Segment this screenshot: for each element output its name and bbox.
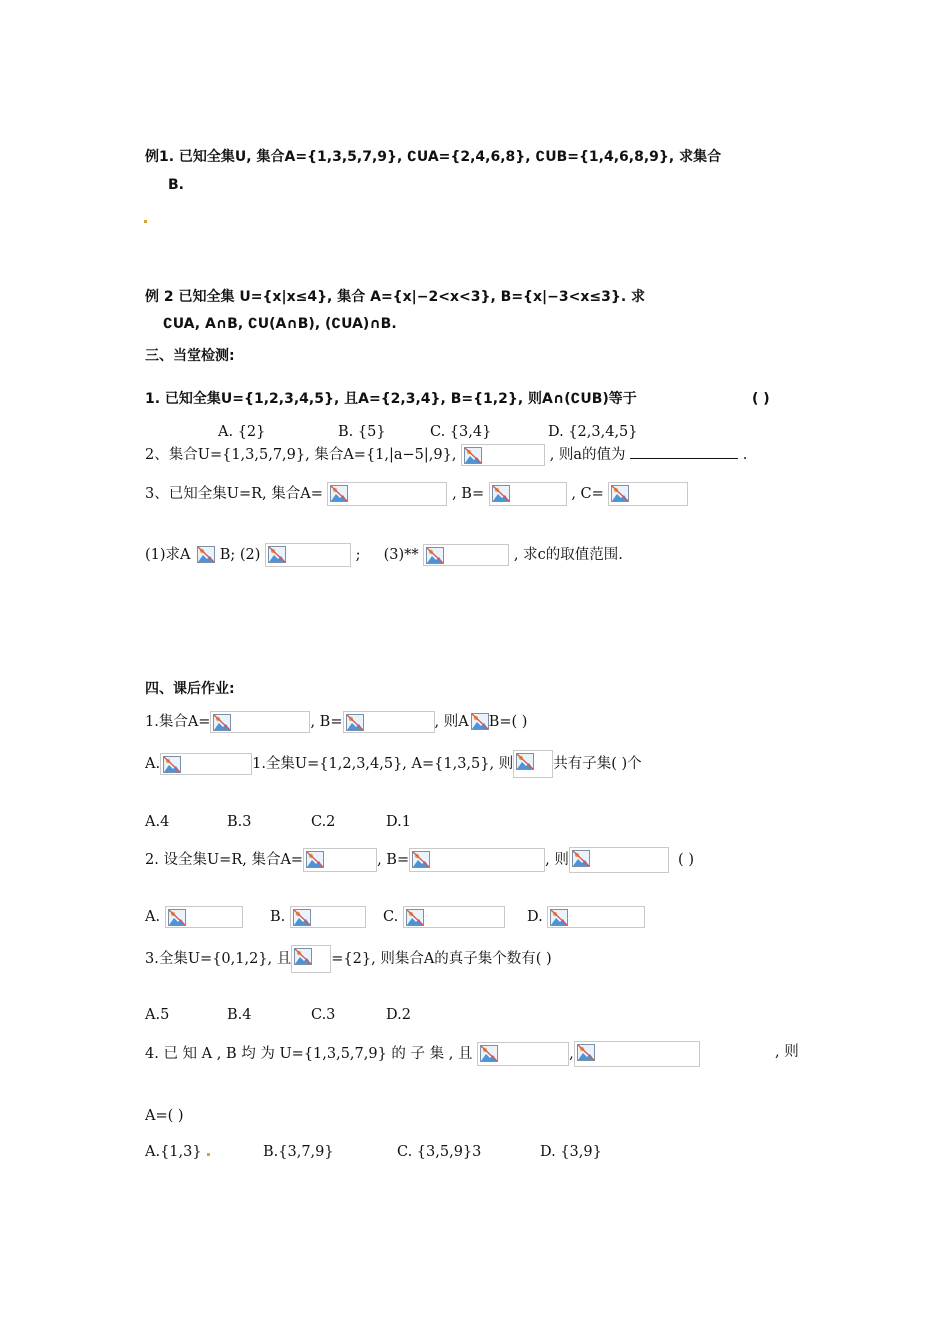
broken-image-icon (403, 906, 505, 928)
example-1-line2: B. (168, 177, 184, 193)
section-4-title: 四、课后作业: (145, 681, 235, 697)
homework-3-option-d: D.2 (386, 1007, 411, 1023)
broken-image-icon (195, 544, 215, 566)
homework-2-option-d: D. (527, 906, 645, 928)
homework-1-b: A. 1.全集U={1,2,3,4,5}, A={1,3,5}, 则 共有子集( )个 (145, 750, 642, 778)
broken-image-icon (423, 544, 509, 566)
homework-3-option-a: A.5 (145, 1007, 170, 1023)
question-1-option-a: A. {2} (218, 424, 266, 440)
broken-image-icon (165, 906, 243, 928)
broken-image-icon (265, 543, 351, 567)
question-1-paren: ( ) (752, 391, 770, 407)
broken-image-icon (489, 482, 567, 506)
broken-image-icon (210, 711, 310, 733)
broken-image-icon (291, 945, 331, 973)
broken-image-icon (469, 711, 489, 733)
example-1-line1: 例1. 已知全集U, 集合A={1,3,5,7,9}, ∁UA={2,4,6,8}, ∁UB={1,4,6,8,9}, 求集合 (145, 149, 722, 165)
broken-image-icon (290, 906, 366, 928)
example-2-line2: ∁UA, A∩B, ∁U(A∩B), (∁UA)∩B. (163, 316, 397, 332)
question-1-option-c: C. {3,4} (430, 424, 492, 440)
question-3: 3、已知全集U=R, 集合A= , B= , C= (145, 482, 688, 506)
broken-image-icon (574, 1041, 700, 1067)
question-1-stem: 1. 已知全集U={1,2,3,4,5}, 且A={2,3,4}, B={1,2}, 则A∩(∁UB)等于 (145, 391, 637, 407)
homework-4-then: , 则 (775, 1044, 799, 1060)
section-3-title: 三、当堂检测: (145, 348, 235, 364)
homework-1-option-c: C.2 (311, 814, 336, 830)
broken-image-icon (461, 444, 545, 466)
homework-1: 1.集合A= , B= , 则A B=( ) (145, 711, 527, 733)
homework-4-option-a: A.{1,3} (145, 1141, 211, 1163)
question-3-subparts: (1)求A B; (2) ; (3)** , 求c的取值范围. (145, 543, 623, 567)
homework-1-option-d: D.1 (386, 814, 411, 830)
homework-2-option-b: B. (270, 906, 366, 928)
homework-4: 4. 已 知 A , B 均 为 U={1,3,5,7,9} 的 子 集 , 且 , (145, 1041, 700, 1067)
broken-image-icon (409, 848, 545, 872)
artifact-dot (144, 220, 147, 223)
broken-image-icon (343, 711, 435, 733)
broken-image-icon (327, 482, 447, 506)
question-1-option-b: B. {5} (338, 424, 386, 440)
homework-2: 2. 设全集U=R, 集合A= , B= , 则 ( ) (145, 847, 694, 873)
broken-image-icon (303, 848, 377, 872)
example-2-line1: 例 2 已知全集 U={x|x≤4}, 集合 A={x|−2<x<3}, B={x|−3<x≤3}. 求 (145, 289, 646, 305)
broken-image-icon (608, 482, 688, 506)
broken-image-icon (547, 906, 645, 928)
homework-1-option-b: B.3 (227, 814, 252, 830)
homework-4-answer-line: A=( ) (145, 1108, 184, 1124)
broken-image-icon (513, 750, 553, 778)
homework-3-option-c: C.3 (311, 1007, 336, 1023)
homework-3-option-b: B.4 (227, 1007, 252, 1023)
homework-2-option-c: C. (383, 906, 505, 928)
homework-3: 3.全集U={0,1,2}, 且 ={2}, 则集合A的真子集个数有( ) (145, 945, 552, 973)
homework-1-option-a: A.4 (145, 814, 170, 830)
broken-image-icon (477, 1042, 569, 1066)
homework-2-option-a: A. (145, 906, 243, 928)
question-2: 2、集合U={1,3,5,7,9}, 集合A={1,|a−5|,9}, , 则a的值为 . (145, 444, 747, 466)
broken-image-icon (160, 753, 252, 775)
homework-4-option-b: B.{3,7,9} (263, 1144, 334, 1160)
artifact-dot (207, 1153, 210, 1156)
question-1-option-d: D. {2,3,4,5} (548, 424, 638, 440)
homework-4-option-d: D. {3,9} (540, 1144, 602, 1160)
answer-blank (630, 444, 738, 459)
homework-4-option-c: C. {3,5,9}3 (397, 1144, 482, 1160)
broken-image-icon (569, 847, 669, 873)
